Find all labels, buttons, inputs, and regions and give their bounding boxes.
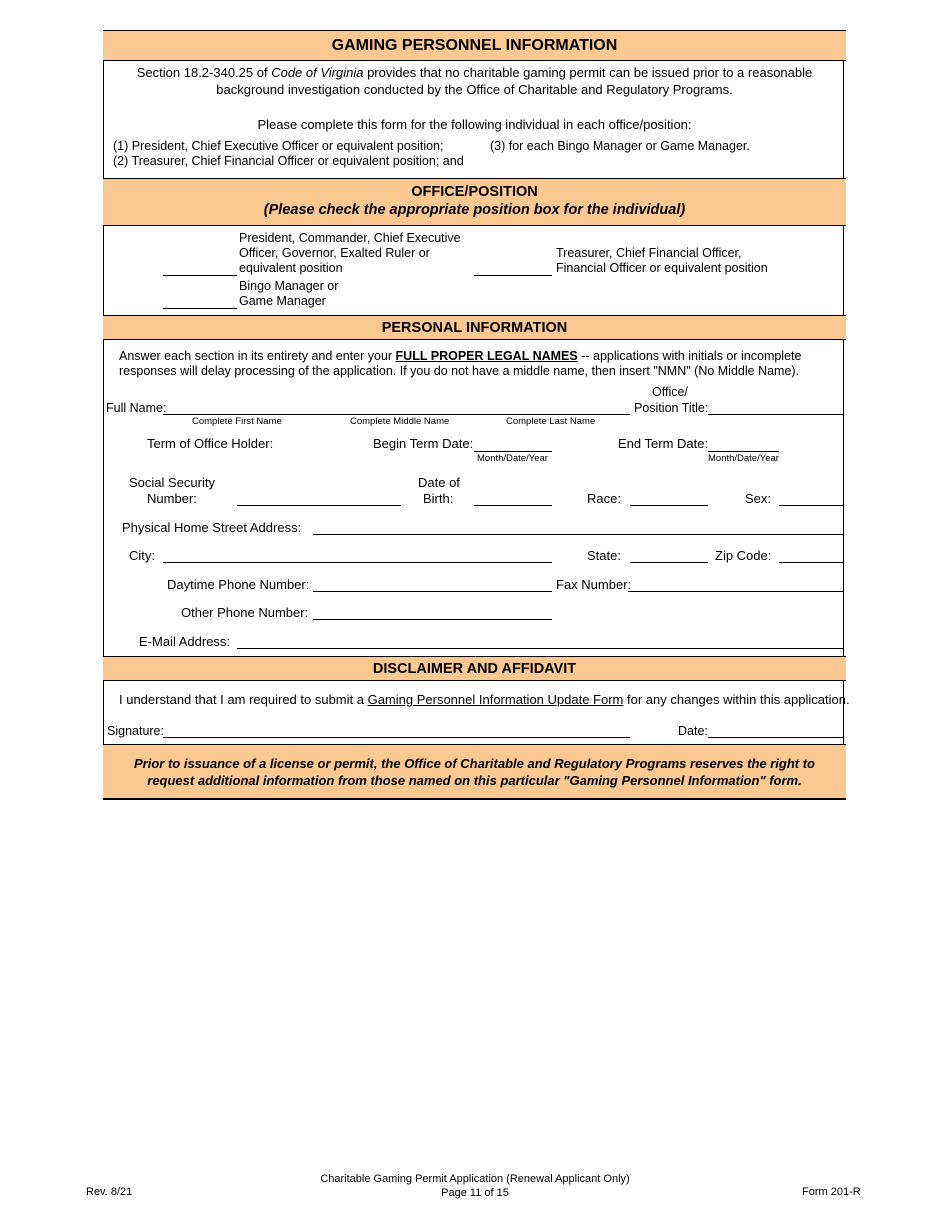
instruction: Please complete this form for the following individual in each office/position: — [257, 117, 692, 132]
update-form-link[interactable]: Gaming Personnel Information Update Form — [367, 692, 624, 707]
ssn-field[interactable] — [237, 505, 401, 506]
office-position-subtitle: (Please check the appropriate position box for the individual) — [263, 202, 686, 218]
middle-name-caption: Complete Middle Name — [350, 416, 450, 427]
section-title-gaming-personnel: GAMING PERSONNEL INFORMATION — [103, 30, 846, 61]
sex-label: Sex: — [745, 491, 772, 506]
ssn-label-l1: Social Security — [129, 475, 215, 490]
option-treasurer-l2: Financial Officer or equivalent position — [556, 261, 768, 275]
address-field[interactable] — [313, 534, 844, 535]
race-field[interactable] — [630, 505, 708, 506]
position-item-1: (1) President, Chief Executive Officer or equivalent position; — [113, 139, 444, 153]
option-bingo-l2: Game Manager — [239, 294, 326, 308]
section-personal-information: PERSONAL INFORMATION — [103, 315, 846, 340]
office-title-label-l2: Position Title: — [634, 401, 709, 415]
full-name-field[interactable] — [163, 414, 630, 415]
address-label: Physical Home Street Address: — [122, 520, 302, 535]
checkbox-treasurer[interactable] — [474, 275, 552, 276]
end-term-field[interactable] — [708, 451, 779, 452]
personal-instructions-l2: responses will delay processing of the application. If you do not have a middle name, then insert "NMN" (No Middle Name). — [119, 364, 800, 378]
intro-line-1: Section 18.2-340.25 of Code of Virginia provides that no charitable gaming permit can be issued prior to a reasonable — [136, 65, 813, 80]
last-name-caption: Complete Last Name — [506, 416, 596, 427]
zip-field[interactable] — [779, 562, 844, 563]
position-item-3: (3) for each Bingo Manager or Game Manager. — [490, 139, 750, 153]
day-phone-field[interactable] — [313, 591, 552, 592]
office-position-title: OFFICE/POSITION — [411, 184, 538, 200]
city-field[interactable] — [163, 562, 552, 563]
footer-form-number: Form 201-R — [802, 1186, 861, 1198]
office-title-label-l1: Office/ — [652, 385, 688, 399]
option-bingo-l1: Bingo Manager or — [239, 279, 339, 293]
option-treasurer-l1: Treasurer, Chief Financial Officer, — [556, 246, 742, 260]
full-name-label: Full Name: — [106, 401, 167, 415]
dob-field[interactable] — [474, 505, 552, 506]
notice-line-2: request additional information from those named on this particular "Gaming Personnel Information" form. — [147, 773, 802, 788]
disclaimer-text: I understand that I am required to submit a Gaming Personnel Information Update Form for any changes within this application. — [119, 692, 850, 707]
checkbox-president[interactable] — [163, 275, 237, 276]
personal-instructions-l1: Answer each section in its entirety and enter your FULL PROPER LEGAL NAMES -- applications with initials or incomplete — [119, 349, 802, 363]
city-label: City: — [129, 548, 155, 563]
section-disclaimer: DISCLAIMER AND AFFIDAVIT — [103, 656, 846, 681]
fax-field[interactable] — [628, 591, 844, 592]
state-label: State: — [587, 548, 621, 563]
dob-label-l2: Birth: — [423, 491, 454, 506]
dob-label-l1: Date of — [418, 475, 460, 490]
day-phone-label: Daytime Phone Number: — [167, 577, 310, 592]
email-field[interactable] — [237, 648, 844, 649]
end-term-caption: Month/Date/Year — [708, 453, 779, 464]
sex-field[interactable] — [779, 505, 844, 506]
option-president-l3: equivalent position — [239, 261, 343, 275]
state-field[interactable] — [630, 562, 708, 563]
option-president-l1: President, Commander, Chief Executive — [239, 231, 461, 245]
date-label: Date: — [678, 724, 708, 738]
position-title-field[interactable] — [708, 414, 844, 415]
notice-line-1: Prior to issuance of a license or permit, the Office of Charitable and Regulatory Programs reserves the right to — [134, 756, 815, 771]
zip-label: Zip Code: — [715, 548, 772, 563]
option-president-l2: Officer, Governor, Exalted Ruler or — [239, 246, 430, 260]
date-field[interactable] — [708, 737, 844, 738]
email-label: E-Mail Address: — [139, 634, 231, 649]
race-label: Race: — [587, 491, 621, 506]
other-phone-field[interactable] — [313, 619, 552, 620]
fax-label: Fax Number: — [556, 577, 632, 592]
begin-term-caption: Month/Date/Year — [477, 453, 548, 464]
ssn-label-l2: Number: — [147, 491, 197, 506]
section-office-position — [103, 178, 846, 226]
other-phone-label: Other Phone Number: — [181, 605, 309, 620]
signature-field[interactable] — [163, 737, 630, 738]
position-item-2: (2) Treasurer, Chief Financial Officer or equivalent position; and — [113, 154, 464, 168]
term-holder-label: Term of Office Holder: — [147, 436, 274, 451]
footer-page-number: Page 11 of 15 — [441, 1187, 509, 1199]
footer-app-title: Charitable Gaming Permit Application (Renewal Applicant Only) — [320, 1173, 630, 1185]
notice-box — [103, 744, 846, 800]
end-term-label: End Term Date: — [618, 436, 709, 451]
footer-revision: Rev. 8/21 — [86, 1186, 133, 1198]
first-name-caption: Complete First Name — [192, 416, 282, 427]
signature-label: Signature: — [107, 724, 164, 738]
intro-line-2: background investigation conducted by the Office of Charitable and Regulatory Programs. — [216, 82, 733, 97]
begin-term-field[interactable] — [474, 451, 552, 452]
begin-term-label: Begin Term Date: — [373, 436, 474, 451]
checkbox-bingo-manager[interactable] — [163, 308, 237, 309]
